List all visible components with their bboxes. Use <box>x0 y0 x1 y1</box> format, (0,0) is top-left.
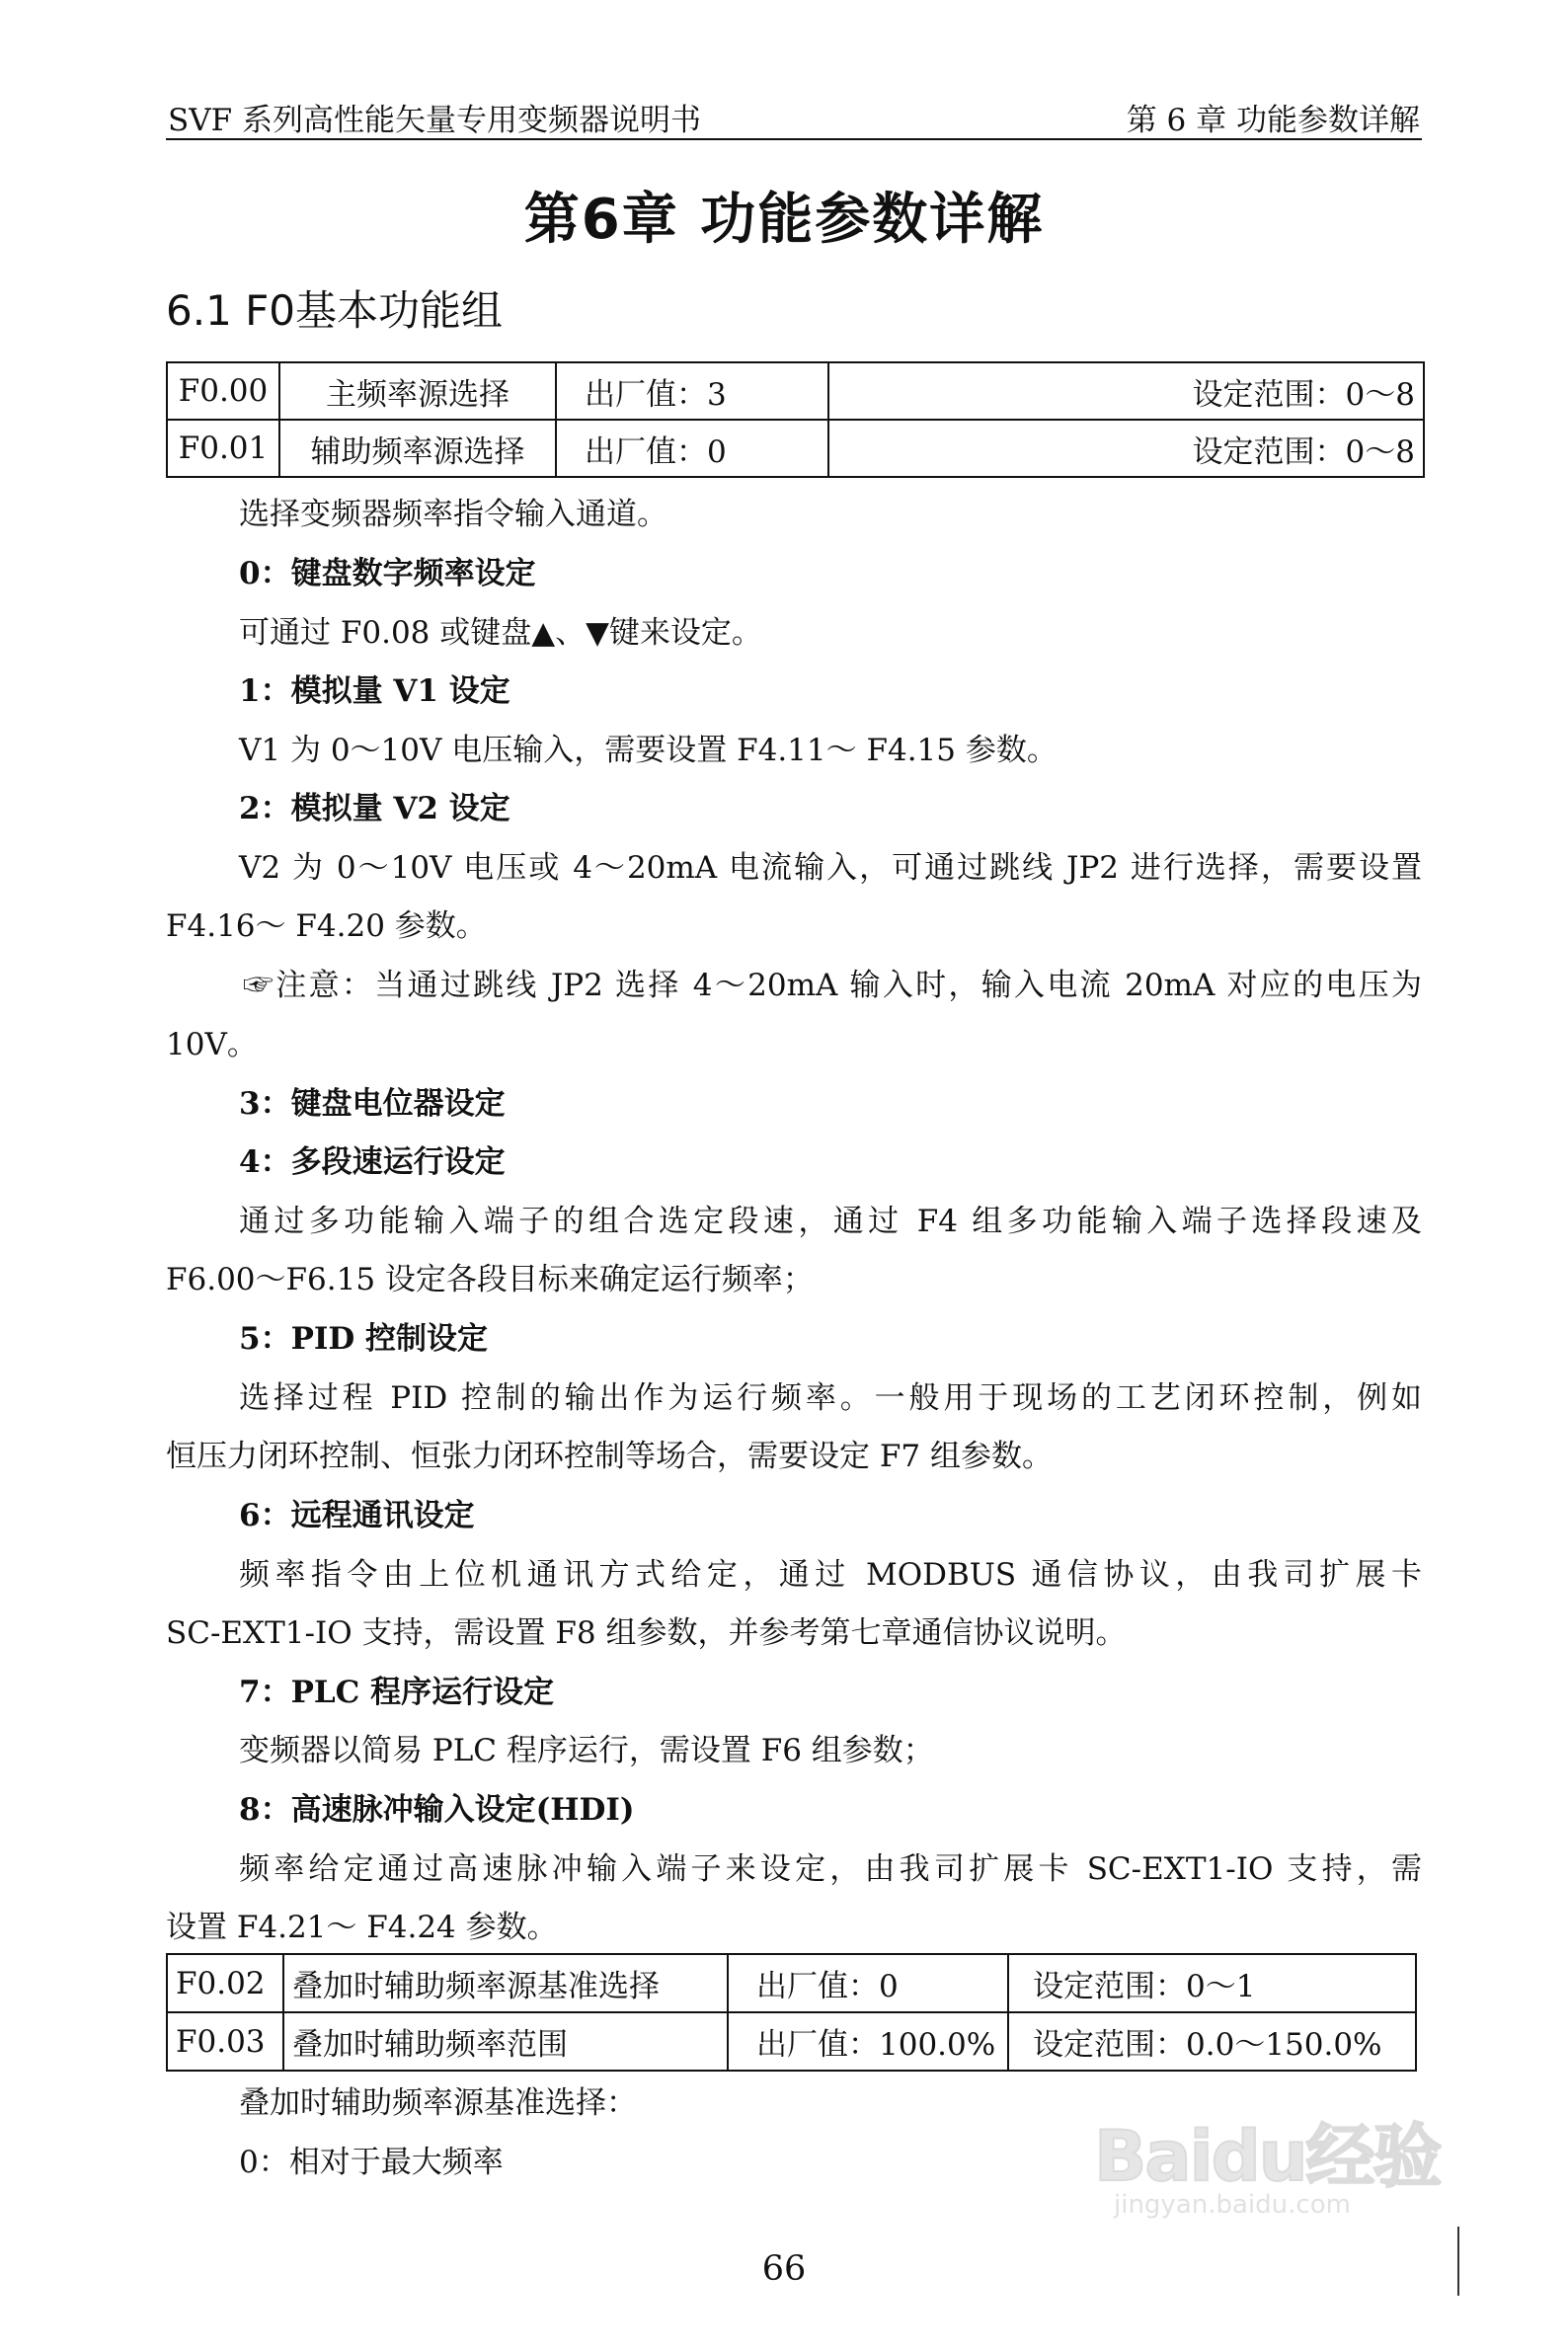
watermark-logo: Baidu经验 <box>1094 2116 1441 2197</box>
option-1-heading: 1：模拟量 V1 设定 <box>239 673 510 709</box>
param-range: 设定范围：0～8 <box>828 362 1424 420</box>
option-8-desc-line2: 设置 F4.21～ F4.24 参数。 <box>166 1910 558 1945</box>
option-3-heading: 3：键盘电位器设定 <box>239 1086 506 1122</box>
param-default: 出厂值：0 <box>556 420 828 477</box>
param-default: 出厂值：100.0% <box>728 2012 1008 2071</box>
chapter-title: 第6章 功能参数详解 <box>523 188 1045 252</box>
option-6-desc-line2: SC-EXT1-IO 支持，需设置 F8 组参数，并参考第七章通信协议说明。 <box>166 1615 1127 1651</box>
section-heading: 6.1 F0基本功能组 <box>166 286 504 335</box>
param-table-f000-f001 <box>166 361 1425 478</box>
table-row <box>167 362 1424 420</box>
note-line2: 10V。 <box>166 1027 258 1062</box>
param-code: F0.00 <box>167 362 279 420</box>
param-code: F0.03 <box>167 2012 283 2071</box>
option-5-heading: 5：PID 控制设定 <box>239 1321 489 1357</box>
param-table-f002-f003 <box>166 1953 1417 2072</box>
param-name: 主频率源选择 <box>279 362 556 420</box>
param-code: F0.02 <box>167 1954 283 2012</box>
option-4-desc-line1: 通过多功能输入端子的组合选定段速，通过 F4 组多功能输入端子选择段速及 <box>239 1204 1422 1239</box>
intro-text: 选择变频器频率指令输入通道。 <box>239 497 667 532</box>
param-code: F0.01 <box>167 420 279 477</box>
option-5-desc-line2: 恒压力闭环控制、恒张力闭环控制等场合，需要设定 F7 组参数。 <box>166 1439 1053 1474</box>
param-default: 出厂值：3 <box>556 362 828 420</box>
option-8-desc-line1: 频率给定通过高速脉冲输入端子来设定，由我司扩展卡 SC-EXT1-IO 支持，需 <box>239 1851 1422 1887</box>
param-name: 叠加时辅助频率范围 <box>283 2012 728 2071</box>
aux-base-label: 叠加时辅助频率源基准选择： <box>239 2085 637 2121</box>
table-row <box>167 1954 1416 2012</box>
note-line1: ☞注意：当通过跳线 JP2 选择 4～20mA 输入时，输入电流 20mA 对应的电压为 <box>243 968 1422 1003</box>
table-row <box>167 420 1424 477</box>
option-0-heading: 0：键盘数字频率设定 <box>239 556 536 591</box>
aux-base-option-0: 0：相对于最大频率 <box>239 2145 504 2180</box>
option-5-desc-line1: 选择过程 PID 控制的输出作为运行频率。一般用于现场的工艺闭环控制，例如 <box>239 1380 1422 1416</box>
option-2-desc-line2: F4.16～ F4.20 参数。 <box>166 908 487 944</box>
param-range: 设定范围：0～8 <box>828 420 1424 477</box>
param-default: 出厂值：0 <box>728 1954 1008 2012</box>
option-6-desc-line1: 频率指令由上位机通讯方式给定，通过 MODBUS 通信协议，由我司扩展卡 <box>239 1557 1422 1593</box>
header-chapter-title: 第 6 章 功能参数详解 <box>1126 103 1420 138</box>
option-2-heading: 2：模拟量 V2 设定 <box>239 791 510 826</box>
watermark-url: jingyan.baidu.com <box>1114 2190 1351 2220</box>
page-edge-line <box>1457 2227 1459 2296</box>
option-6-heading: 6：远程通讯设定 <box>239 1498 475 1533</box>
option-7-heading: 7：PLC 程序运行设定 <box>239 1675 555 1710</box>
baidu-jingyan-watermark <box>1094 2101 1450 2230</box>
option-2-desc-line1: V2 为 0～10V 电压或 4～20mA 电流输入，可通过跳线 JP2 进行选择，需要设置 <box>239 850 1422 886</box>
option-1-desc: V1 为 0～10V 电压输入，需要设置 F4.11～ F4.15 参数。 <box>239 733 1058 768</box>
option-8-heading: 8：高速脉冲输入设定(HDI) <box>239 1792 635 1828</box>
param-name: 辅助频率源选择 <box>279 420 556 477</box>
option-7-desc: 变频器以简易 PLC 程序运行，需设置 F6 组参数； <box>239 1733 934 1768</box>
option-0-desc: 可通过 F0.08 或键盘▲、▼键来设定。 <box>239 615 762 651</box>
page-number: 66 <box>761 2249 807 2289</box>
param-range: 设定范围：0～1 <box>1008 1954 1416 2012</box>
option-4-desc-line2: F6.00～F6.15 设定各段目标来确定运行频率； <box>166 1262 814 1297</box>
header-manual-title: SVF 系列高性能矢量专用变频器说明书 <box>168 103 701 138</box>
param-range: 设定范围：0.0～150.0% <box>1008 2012 1416 2071</box>
page-header <box>166 89 1422 140</box>
table-row <box>167 2012 1416 2071</box>
param-name: 叠加时辅助频率源基准选择 <box>283 1954 728 2012</box>
option-4-heading: 4：多段速运行设定 <box>239 1144 506 1180</box>
